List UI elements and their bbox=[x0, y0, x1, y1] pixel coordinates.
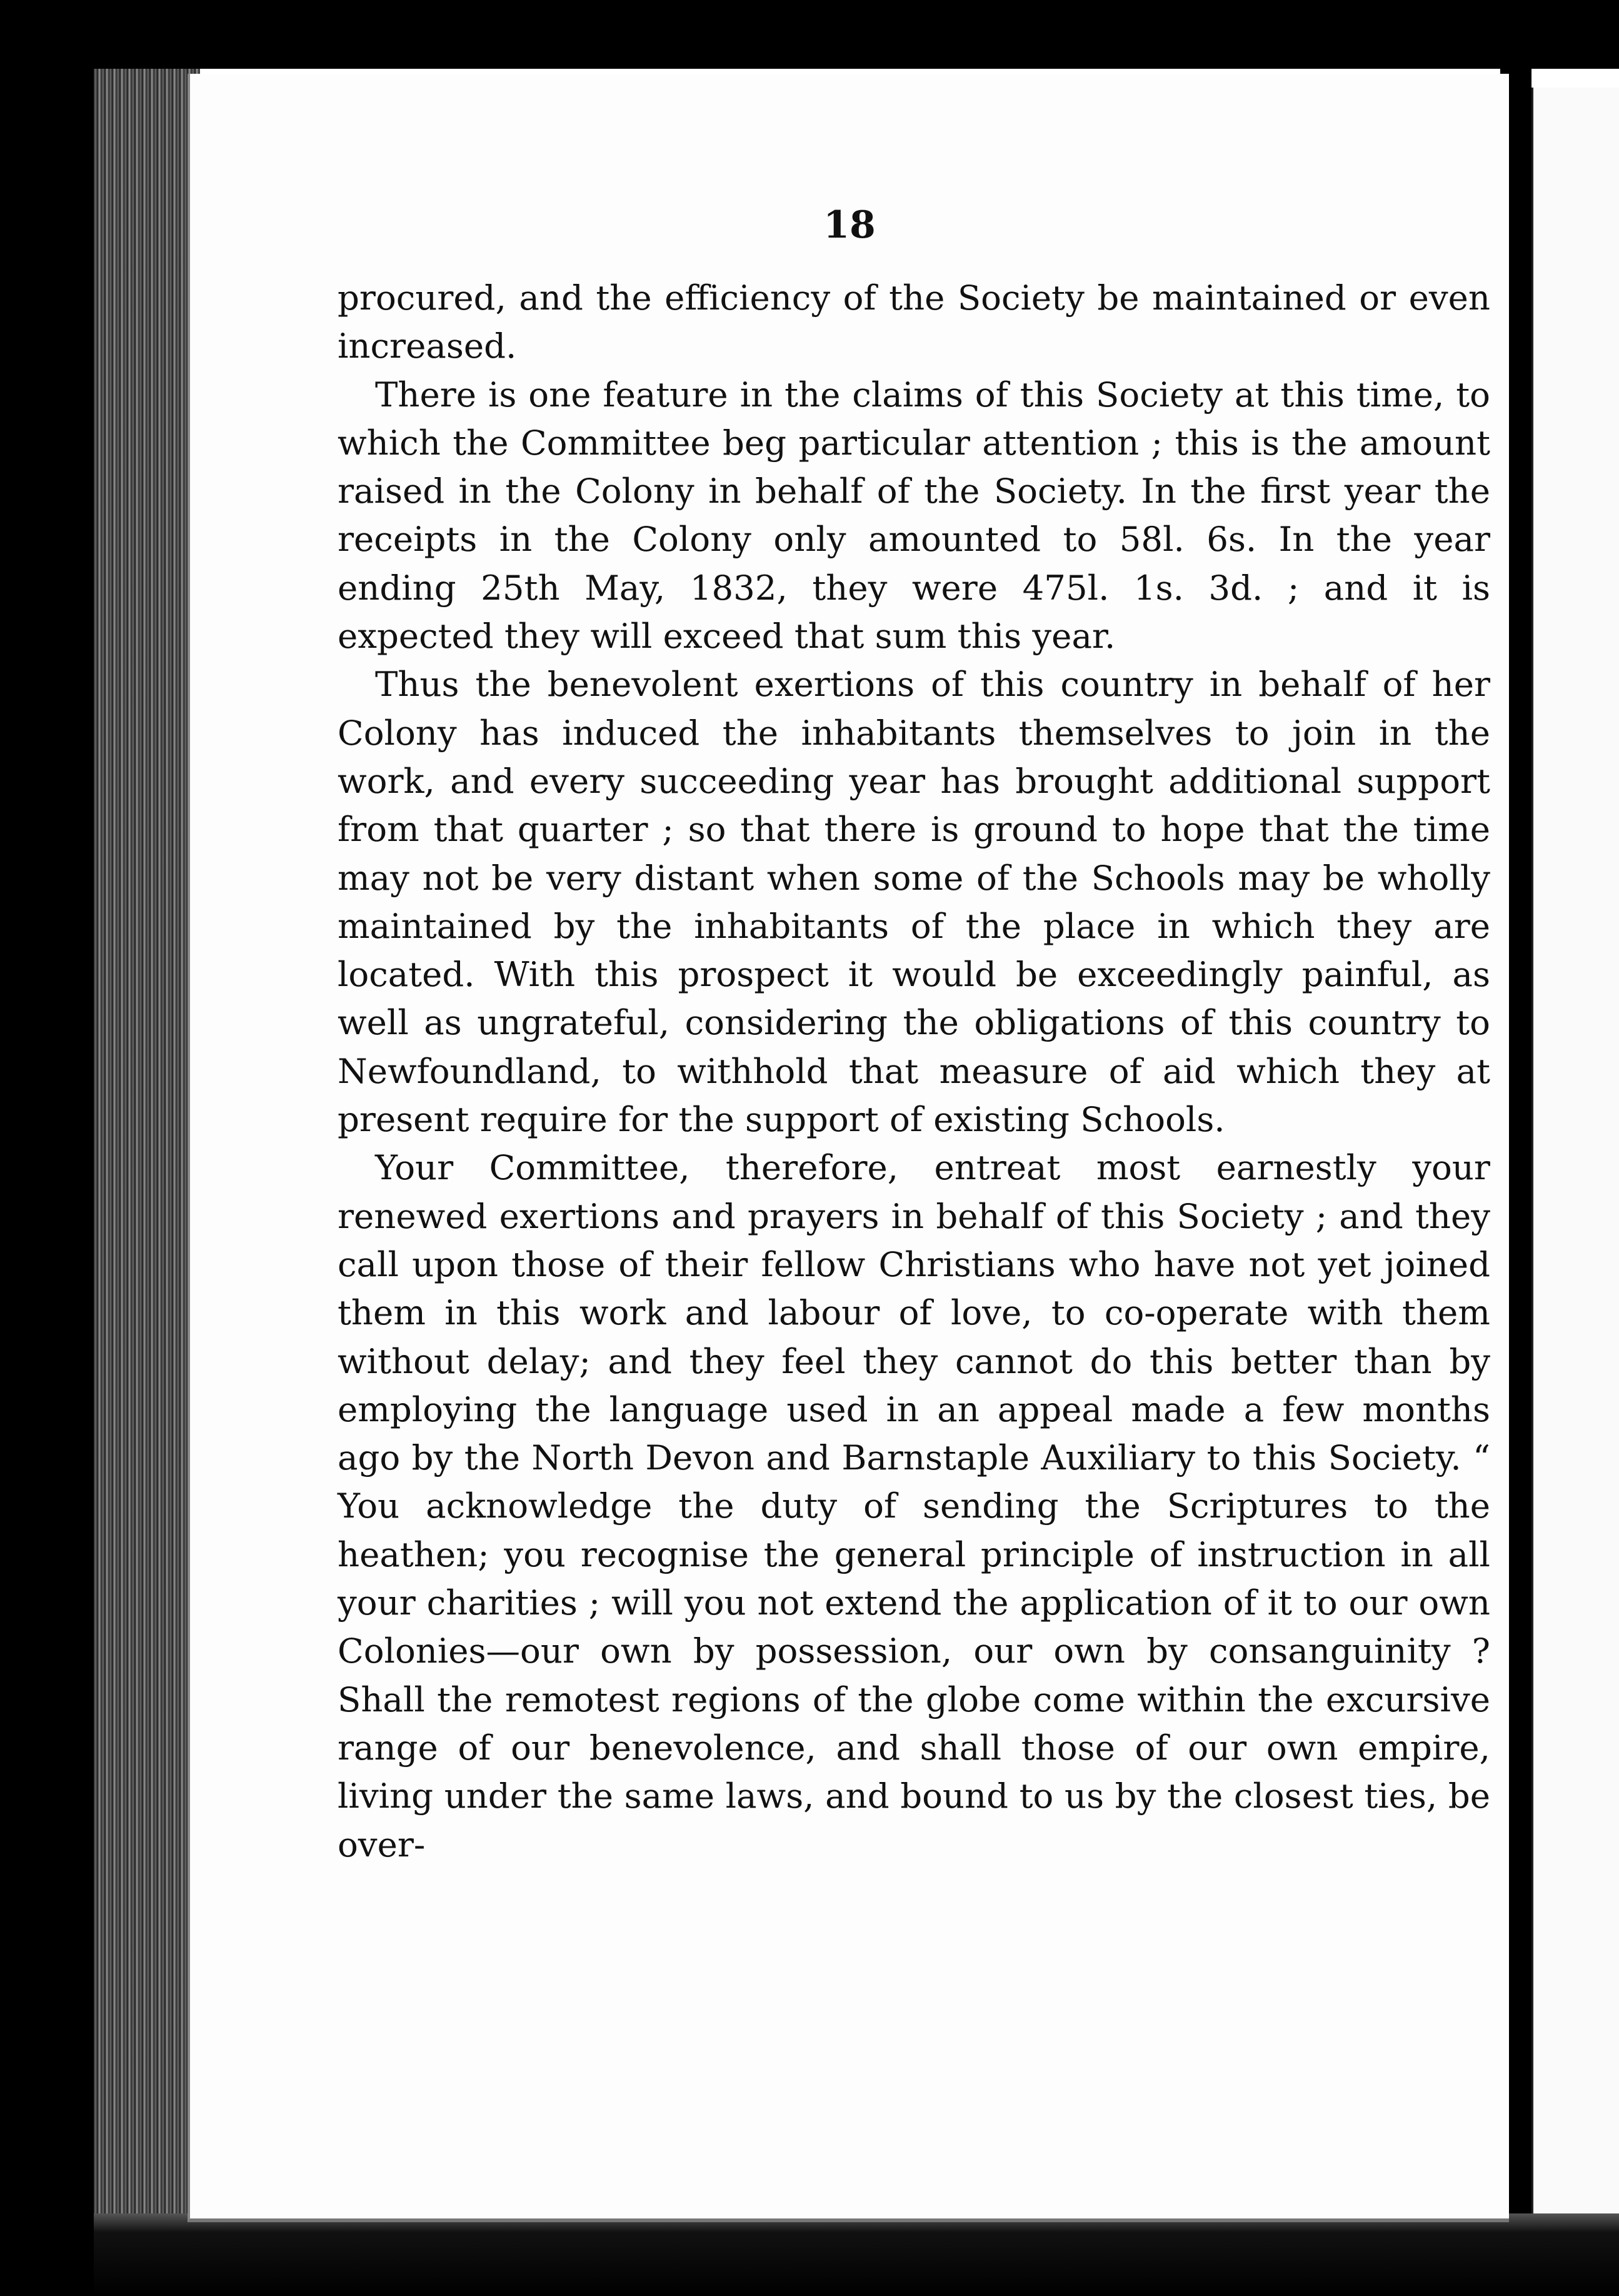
scan-border-bottom bbox=[94, 2213, 1619, 2296]
paragraph: procured, and the efficiency of the Society be maintained or even increased. bbox=[338, 278, 1490, 366]
facing-page-edge bbox=[1531, 88, 1619, 2226]
book-page-edges bbox=[94, 69, 200, 2238]
paragraph: There is one feature in the claims of this Society at this time, to which the Committee beg particular attention ; this is the amount raised in the Colony in behalf of the Society. In the first year the receipts in the Colony only amounted to 58l. 6s. In the year ending 25th May, 1832, they were 475l. 1s. 3d. ; and it is expected they will exceed that sum this year. bbox=[338, 374, 1490, 657]
book-page bbox=[188, 74, 1509, 2222]
paragraph: Thus the benevolent exertions of this country in behalf of her Colony has induced the inhabitants themselves to join in the work, and every succeeding year has brought additional support from that quarter ; so that there is ground to hope that the time may not be very distant when some of the Schools may be wholly maintained by the inhabitants of the place in which they are located. With this prospect it would be exceedingly painful, as well as ungrateful, considering the obligations of this country to Newfoundland, to withhold that measure of aid which they at present require for the support of existing Schools. bbox=[338, 664, 1490, 1140]
paragraph: Your Committee, therefore, entreat most earnestly your renewed exertions and prayers in behalf of this Society ; and they call upon those of their fellow Christians who have not yet joined them in this work and labour of love, to co-operate with them without delay; and they feel they cannot do this better than by employing the language used in an appeal made a few months ago by the North Devon and Barnstaple Auxiliary to this Society. “ You acknowledge the duty of sending the Scriptures to the heathen; you recognise the general principle of instruction in all your charities ; will you not extend the application of it to our own Colonies—our own by possession, our own by consanguinity ? Shall the remotest regions of the globe come within the excursive range of our benevolence, and shall those of our own empire, living under the same laws, and bound to us by the closest ties, be over- bbox=[338, 1147, 1490, 1865]
scan-border-top bbox=[0, 0, 1619, 69]
scan-border-left bbox=[0, 0, 94, 2296]
page-text bbox=[338, 274, 1490, 1869]
page-number: 18 bbox=[823, 203, 876, 247]
